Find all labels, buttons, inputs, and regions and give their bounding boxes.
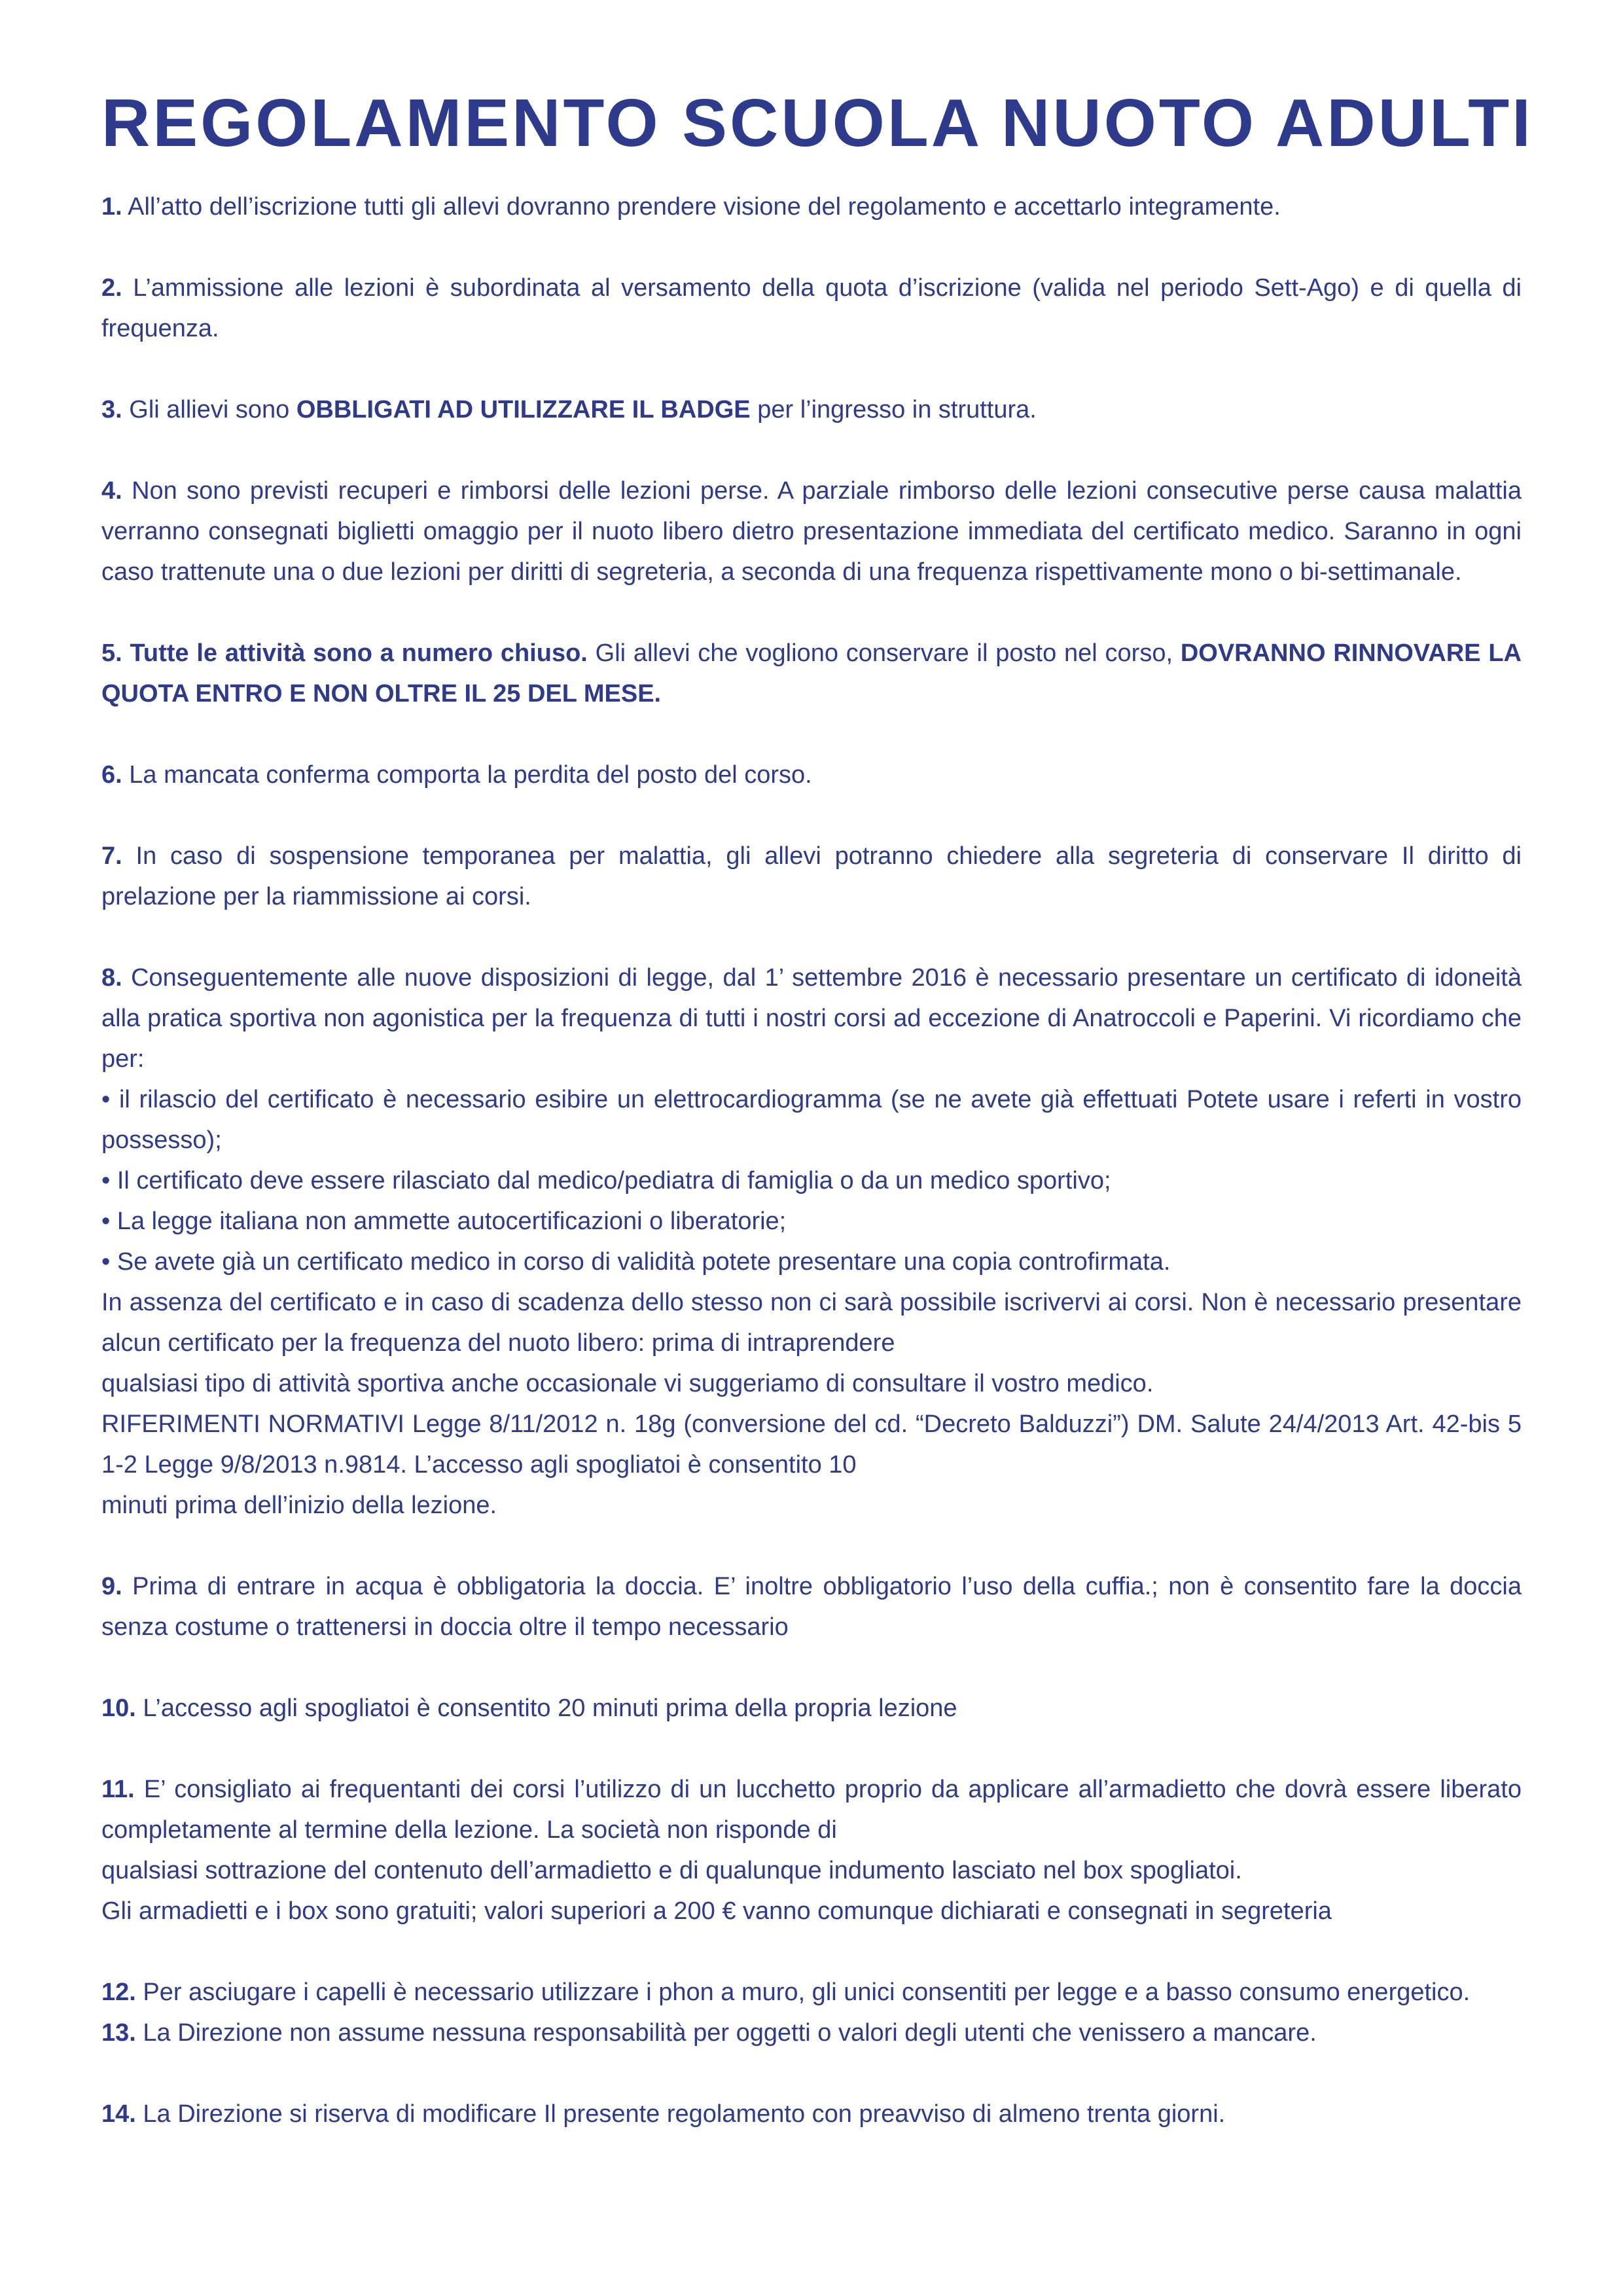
rule-text: Gli armadietti e i box sono gratuiti; valori superiori a 200 € vanno comunque dichiarati e consegnati in segreteria	[101, 1897, 1332, 1926]
rule-number: 14.	[101, 2100, 136, 2128]
rule-10	[101, 1688, 1522, 1729]
rule-11	[101, 1769, 1522, 1931]
rule-number: 5.	[101, 639, 122, 668]
rule-text: Gli allievi sono	[129, 396, 290, 424]
rule-text: per l’ingresso in struttura.	[757, 396, 1037, 424]
rule-text: In caso di sospensione temporanea per malattia, gli allevi potranno chiedere alla segreteria di conservare Il diritto di prelazione per la riammissione ai corsi.	[101, 842, 1522, 911]
rule-paragraph: qualsiasi tipo di attività sportiva anche occasionale vi suggeriamo di consultare il vostro medico.	[101, 1370, 1154, 1398]
rule-number: 3.	[101, 396, 122, 424]
rule-1	[101, 187, 1522, 227]
rule-text: qualsiasi sottrazione del contenuto dell’armadietto e di qualunque indumento lasciato nel box spogliatoi.	[101, 1857, 1242, 1885]
rule-text-bold: Tutte le attività sono a numero chiuso.	[130, 639, 588, 668]
rule-number: 6.	[101, 761, 122, 789]
rule-5	[101, 633, 1522, 714]
rule-text: La Direzione si riserva di modificare Il presente regolamento con preavviso di almeno trenta giorni.	[143, 2100, 1226, 2128]
rule-3	[101, 389, 1522, 430]
legal-references: RIFERIMENTI NORMATIVI Legge 8/11/2012 n. 18g (conversione del cd. “Decreto Balduzzi”) DM. Salute 24/4/2013 Art. 42-bis 5 1-2 Legge 9/8/2013 n.9814. L’accesso agli spogliatoi è consentito 10	[101, 1410, 1522, 1479]
rule-number: 7.	[101, 842, 122, 870]
rule-12	[101, 1972, 1522, 2013]
rule-text: Gli allevi che vogliono conservare il posto nel corso,	[595, 639, 1173, 668]
bullet-item: • Se avete già un certificato medico in corso di validità potete presentare una copia controfirmata.	[101, 1248, 1171, 1276]
rule-text: E’ consigliato ai frequentanti dei corsi l’utilizzo di un lucchetto proprio da applicare all’armadietto che dovrà essere liberato completamente al termine della lezione. La società non risponde di	[101, 1776, 1522, 1844]
rule-text-bold: DOVRANNO RINNOVARE LA QUOTA ENTRO E NON OLTRE IL 25 DEL MESE.	[101, 639, 1522, 708]
rule-number: 13.	[101, 2019, 136, 2047]
rule-8	[101, 958, 1522, 1526]
rule-text: Prima di entrare in acqua è obbligatoria la doccia. E’ inoltre obbligatorio l’uso della cuffia.; non è consentito fare la doccia senza costume o trattenersi in doccia oltre il tempo necessario	[101, 1573, 1522, 1641]
bullet-item: • il rilascio del certificato è necessario esibire un elettrocardiogramma (se ne avete già effettuati Potete usare i referti in vostro possesso);	[101, 1086, 1522, 1155]
rule-text: La Direzione non assume nessuna responsabilità per oggetti o valori degli utenti che venissero a mancare.	[143, 2019, 1317, 2047]
rule-text: La mancata conferma comporta la perdita del posto del corso.	[129, 761, 812, 789]
rule-text-bold: OBBLIGATI AD UTILIZZARE IL BADGE	[296, 396, 751, 424]
rule-text: All’atto dell’iscrizione tutti gli allevi dovranno prendere visione del regolamento e accettarlo integramente.	[128, 193, 1281, 221]
rule-intro: Conseguentemente alle nuove disposizioni di legge, dal 1’ settembre 2016 è necessario presentare un certificato di idoneità alla pratica sportiva non agonistica per la frequenza di tutti i nostri corsi ad eccezione di Anatroccoli e Paperini. Vi ricordiamo che per:	[101, 964, 1522, 1073]
rule-paragraph: In assenza del certificato e in caso di scadenza dello stesso non ci sarà possibile iscrivervi ai corsi. Non è necessario presentare alcun certificato per la frequenza del nuoto libero: prima di intraprendere	[101, 1289, 1522, 1357]
rule-text: Per asciugare i capelli è necessario utilizzare i phon a muro, gli unici consentiti per legge e a basso consumo energetico.	[143, 1979, 1471, 2007]
rule-7	[101, 836, 1522, 917]
bullet-item: • Il certificato deve essere rilasciato dal medico/pediatra di famiglia o da un medico sportivo;	[101, 1167, 1111, 1195]
rule-number: 2.	[101, 274, 122, 302]
rule-number: 1.	[101, 193, 122, 221]
rule-text: Non sono previsti recuperi e rimborsi delle lezioni perse. A parziale rimborso delle lezioni consecutive perse causa malattia verranno consegnati biglietti omaggio per il nuoto libero dietro presentazione immediata del certificato medico. Saranno in ogni caso trattenute una o due lezioni per diritti di segreteria, a seconda di una frequenza rispettivamente mono o bi-settimanale.	[101, 477, 1522, 586]
rule-number: 4.	[101, 477, 122, 505]
rule-6	[101, 755, 1522, 795]
rule-number: 10.	[101, 1695, 136, 1723]
bullet-item: • La legge italiana non ammette autocertificazioni o liberatorie;	[101, 1208, 787, 1236]
rule-text: L’accesso agli spogliatoi è consentito 20 minuti prima della propria lezione	[143, 1695, 957, 1723]
rule-paragraph: minuti prima dell’inizio della lezione.	[101, 1492, 497, 1520]
rule-number: 12.	[101, 1979, 136, 2007]
rule-13	[101, 2013, 1522, 2053]
rule-text: L’ammissione alle lezioni è subordinata al versamento della quota d’iscrizione (valida nel periodo Sett-Ago) e di quella di frequenza.	[101, 274, 1522, 343]
document-title: REGOLAMENTO SCUOLA NUOTO ADULTI	[101, 85, 1533, 160]
rule-number: 9.	[101, 1573, 122, 1601]
rule-number: 11.	[101, 1776, 135, 1804]
rule-9	[101, 1566, 1522, 1647]
rule-2	[101, 268, 1522, 349]
rule-4	[101, 471, 1522, 592]
rule-number: 8.	[101, 964, 122, 992]
rule-14	[101, 2094, 1522, 2134]
document-page	[101, 85, 1533, 2175]
